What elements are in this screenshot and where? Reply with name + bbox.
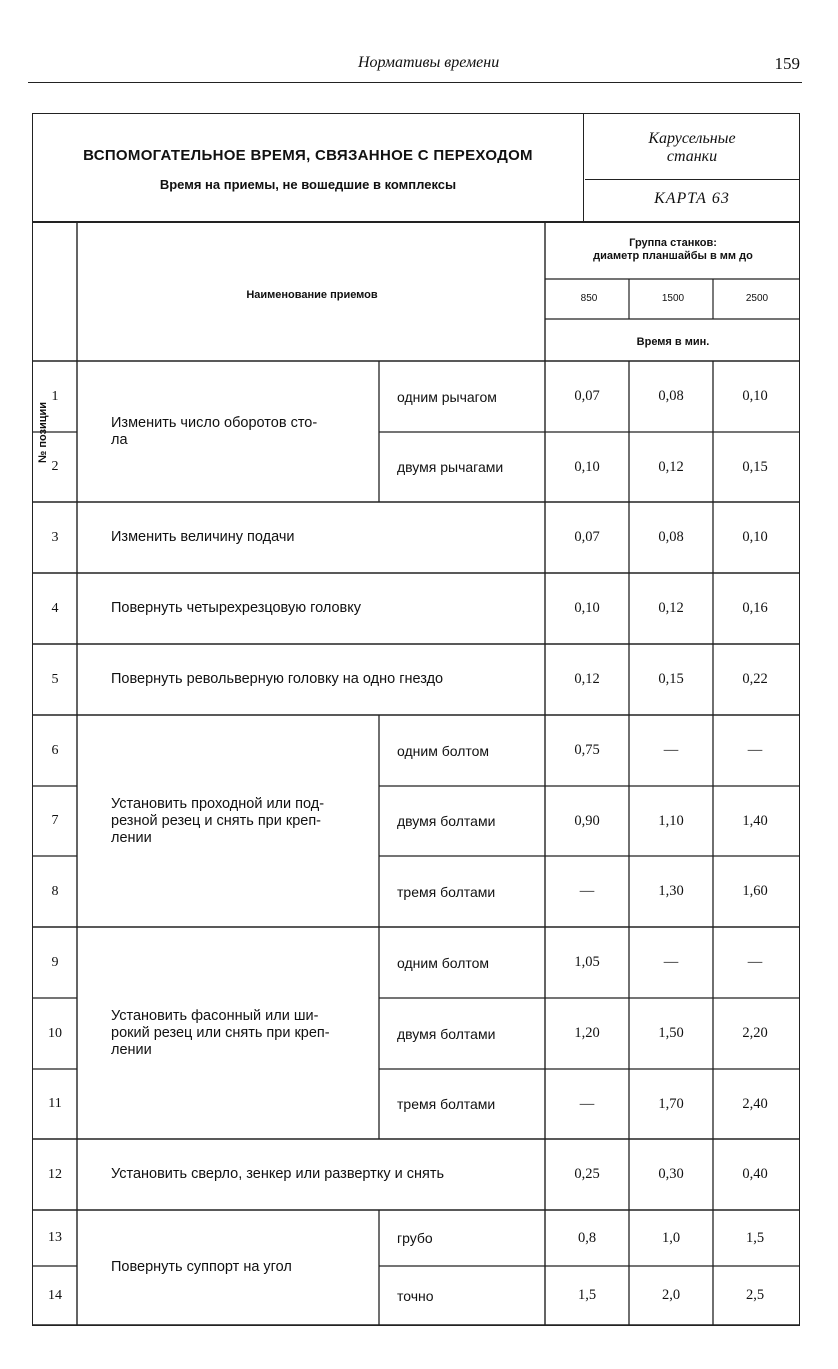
time-value-2500: 1,5: [745, 1229, 765, 1246]
time-value-1500: 0,15: [658, 671, 684, 687]
time-value-850: 0,07: [574, 388, 600, 404]
operation-name: Установить проходной или под- резной резец и снять при креп- лении: [111, 795, 325, 846]
time-value-2500: 1,60: [742, 883, 768, 899]
running-head: [28, 50, 802, 83]
time-value-1500: 1,50: [658, 1025, 684, 1041]
diameter-850: 850: [580, 293, 598, 304]
time-value-2500: 0,22: [742, 671, 768, 687]
operation-name: Установить сверло, зенкер или развертку и снять: [111, 1166, 445, 1182]
time-value-1500: 1,0: [661, 1229, 681, 1246]
time-value-1500: 0,08: [658, 529, 684, 545]
operation-name: Повернуть четырехрезцовую головку: [111, 600, 361, 616]
diameter-1500: 1500: [661, 293, 685, 304]
time-value-850: 0,10: [574, 458, 600, 475]
column-header-position: № позиции: [37, 401, 49, 463]
time-value-2500: 0,40: [742, 1166, 768, 1182]
time-value-1500: 2,0: [661, 1287, 681, 1303]
card-header: [32, 113, 800, 222]
machine-type: [585, 130, 799, 166]
time-value-2500: 2,5: [745, 1287, 765, 1303]
operation-name: Изменить число оборотов сто- ла: [111, 414, 318, 448]
group-header-line1: Группа станков:: [629, 237, 717, 249]
time-value-2500: 1,40: [742, 812, 768, 829]
time-value-2500: —: [747, 742, 763, 758]
time-value-1500: 0,12: [658, 458, 684, 475]
time-value-850: 0,8: [577, 1229, 597, 1246]
method-variant: одним рычагом: [397, 388, 497, 405]
time-value-850: 0,10: [574, 600, 600, 616]
operation-name: Изменить величину подачи: [111, 529, 295, 545]
card-header-main: [33, 114, 584, 221]
position-number: 1: [51, 388, 59, 404]
time-value-850: 0,12: [574, 671, 600, 687]
time-norms-table: [32, 222, 800, 1326]
time-value-1500: 0,12: [658, 600, 684, 616]
time-value-2500: —: [747, 954, 763, 970]
time-value-850: 1,20: [574, 1025, 600, 1041]
card-subtitle: Время на приемы, не вошедшие в комплексы: [159, 177, 457, 192]
method-variant: точно: [397, 1287, 434, 1304]
time-value-850: 1,05: [574, 954, 600, 970]
method-variant: тремя болтами: [397, 883, 496, 900]
running-title: Нормативы времени: [358, 54, 500, 71]
time-value-850: —: [579, 1095, 595, 1112]
time-value-2500: 2,40: [742, 1095, 768, 1112]
column-header-group: [547, 237, 799, 263]
position-number: 3: [51, 529, 59, 545]
time-value-1500: 0,08: [658, 388, 684, 404]
time-value-2500: 0,10: [742, 529, 768, 545]
machine-type-line2: станки: [666, 148, 718, 165]
time-value-1500: —: [663, 742, 679, 758]
position-number: 4: [51, 600, 59, 616]
time-value-1500: 1,70: [658, 1095, 684, 1112]
card-header-side: [585, 114, 799, 221]
method-variant: тремя болтами: [397, 1096, 496, 1112]
method-variant: двумя болтами: [397, 813, 496, 829]
card-number-cell: [585, 179, 799, 222]
machine-type-line1: Карусельные: [648, 130, 736, 147]
time-value-2500: 0,15: [742, 458, 768, 475]
time-value-2500: 0,10: [742, 388, 768, 404]
time-value-850: 0,07: [574, 529, 600, 545]
time-value-850: 0,25: [574, 1166, 600, 1182]
card-title: ВСПОМОГАТЕЛЬНОЕ ВРЕМЯ, СВЯЗАННОЕ С ПЕРЕХОДОМ: [83, 147, 533, 164]
position-number: 7: [51, 813, 59, 828]
time-value-850: 0,75: [574, 742, 600, 758]
card-number: КАРТА 63: [654, 190, 730, 207]
position-number: 13: [48, 1230, 62, 1245]
time-unit-header: Время в мин.: [636, 336, 710, 348]
time-value-2500: 2,20: [742, 1025, 768, 1041]
diameter-2500: 2500: [745, 293, 769, 304]
operation-name: Повернуть суппорт на угол: [111, 1259, 292, 1275]
position-number: 14: [48, 1287, 62, 1303]
method-variant: двумя рычагами: [397, 459, 504, 475]
time-value-1500: 0,30: [658, 1166, 684, 1182]
time-value-1500: 1,30: [658, 883, 684, 899]
time-value-1500: 1,10: [658, 812, 684, 829]
time-value-2500: 0,16: [742, 600, 768, 616]
group-header-line2: диаметр планшайбы в мм до: [593, 250, 753, 262]
time-value-850: —: [579, 883, 595, 899]
time-value-850: 0,90: [574, 812, 600, 829]
column-header-name: Наименование приемов: [246, 289, 378, 301]
time-value-1500: —: [663, 954, 679, 970]
operation-name: Установить фасонный или ши- рокий резец или снять при креп- лении: [111, 1007, 330, 1058]
position-number: 2: [51, 459, 59, 474]
method-variant: одним болтом: [397, 742, 490, 759]
position-number: 10: [48, 1025, 62, 1041]
method-variant: двумя болтами: [397, 1025, 496, 1042]
position-number: 6: [51, 742, 59, 758]
position-number: 5: [51, 671, 59, 687]
position-number: 12: [48, 1166, 62, 1182]
position-number: 8: [51, 883, 59, 899]
position-number: 9: [51, 954, 59, 970]
method-variant: одним болтом: [397, 954, 490, 971]
time-value-850: 1,5: [577, 1287, 597, 1303]
method-variant: грубо: [397, 1230, 433, 1246]
page-number: 159: [774, 54, 800, 73]
operation-name: Повернуть револьверную головку на одно гнездо: [111, 671, 444, 687]
position-number: 11: [48, 1096, 62, 1111]
